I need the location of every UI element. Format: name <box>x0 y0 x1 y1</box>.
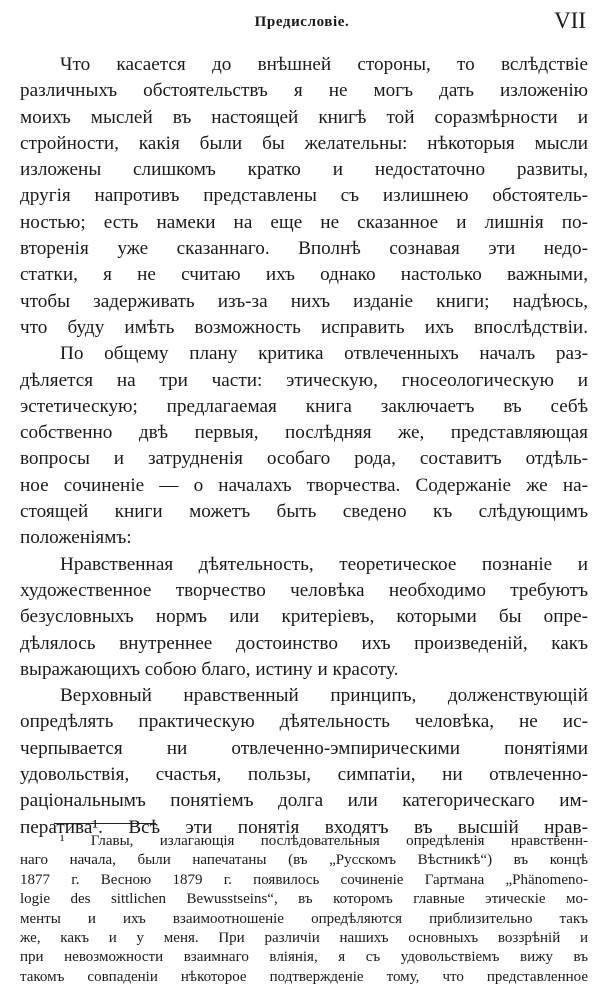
footnote-line: наго начала, были напечатаны (въ „Русскомъ Вѣстникѣ“) въ концѣ <box>20 852 588 869</box>
text-line: Нравственная дѣятельность, теоретическое познаніе и <box>60 553 588 575</box>
footnote-line: ¹ Главы, излагающія послѣдовательныя опредѣленія нравственн- <box>60 833 588 849</box>
text-line: стоящей книги можетъ быть сведено къ слѣдующимъ <box>20 501 588 523</box>
text-line: различныхъ обстоятельствъ я не могъ дать изложенію <box>20 80 588 102</box>
footnote-line: такомъ совпаденіи нѣкоторое подтвержденіе тому, что представленное <box>20 968 588 985</box>
text-line: выражающихъ собою благо, истину и красоту. <box>20 658 399 680</box>
main-text <box>20 52 588 841</box>
text-line: Верховный нравственный принципъ, долженствующій <box>60 685 588 707</box>
text-line: вторенія уже сказаннаго. Вполнѣ сознавая эти недо- <box>20 238 588 260</box>
footnote-line: менты и ихъ взаимоотношеніе опредѣляются приблизительно такъ <box>20 910 588 927</box>
running-title: Предисловіе. <box>254 14 350 30</box>
footnote-rule <box>54 823 156 824</box>
text-line: дѣляется на три части: этическую, гносеологическую и <box>20 369 588 391</box>
text-line: стройности, какія были бы желательны: нѣкоторыя мысли <box>20 132 588 154</box>
text-line: художественное творчество человѣка необходимо требуютъ <box>20 579 588 601</box>
text-line: вопросы и затрудненія особаго рода, составитъ отдѣль- <box>20 448 588 470</box>
page-header <box>0 6 604 40</box>
footnote-line: при невозможности взаимнаго вліянія, я съ удовольствіемъ вижу въ <box>20 949 588 966</box>
text-line: что буду имѣть возможность исправить ихъ впослѣдствіи. <box>20 316 588 338</box>
text-line: Что касается до внѣшней стороны, то вслѣдствіе <box>60 54 588 75</box>
text-line: эстетическую; предлагаемая книга заключаетъ въ себѣ <box>20 395 588 417</box>
text-line: изложены слишкомъ кратко и недостаточно развиты, <box>20 159 588 181</box>
text-line: моихъ мыслей въ настоящей книгѣ той соразмѣрности и <box>20 106 588 128</box>
text-line: статки, я не считаю ихъ однако настолько важными, <box>20 264 588 286</box>
text-line: черпывается ни отвлеченно-эмпирическими понятіями <box>20 737 588 759</box>
text-fragment: ¹. Всѣ эти понятія входятъ въ высшій нрав- <box>92 816 588 838</box>
footnote-line: 1877 г. Весною 1879 г. появилось сочиненіе Гартмана „Phänomeno- <box>20 871 588 888</box>
footnote-line: logie des sittlichen Bewusstseins“, въ которомъ главные этическіе мо- <box>20 891 588 908</box>
text-line: чтобы задерживать изъ-за нихъ изданіе книги; надѣюсь, <box>20 290 588 312</box>
text-line: собственно двѣ первыя, послѣдняя же, представляющая <box>20 422 588 444</box>
text-line: раціональнымъ понятіемъ долга или категорическаго им- <box>20 790 588 812</box>
footnote <box>20 832 588 987</box>
text-line: По общему плану критика отвлеченныхъ началъ раз- <box>60 343 588 365</box>
text-line: другія напротивъ представлены съ излишнею обстоятель- <box>20 185 588 207</box>
text-line: положеніямъ: <box>20 527 132 549</box>
text-line: опредѣлять практическую дѣятельность человѣка, не ис- <box>20 711 588 733</box>
text-line: ное сочиненіе — о началахъ творчества. Содержаніе же на- <box>20 474 588 496</box>
text-line: ностью; есть намеки на еще не сказанное и лишнія по- <box>20 211 588 233</box>
page-number: VII <box>554 8 586 33</box>
text-line: дѣлялось внутреннее достоинство ихъ произведеній, какъ <box>20 632 588 654</box>
text-line: безусловныхъ нормъ или критеріевъ, которыми бы опре- <box>20 606 588 628</box>
footnote-line: же, какъ и у меня. При различіи нашихъ основныхъ воззрѣній и <box>20 929 588 946</box>
text-fragment: ператива <box>20 816 93 838</box>
text-line: удовольствія, счастья, пользы, симпатіи, ни отвлеченно- <box>20 764 588 786</box>
